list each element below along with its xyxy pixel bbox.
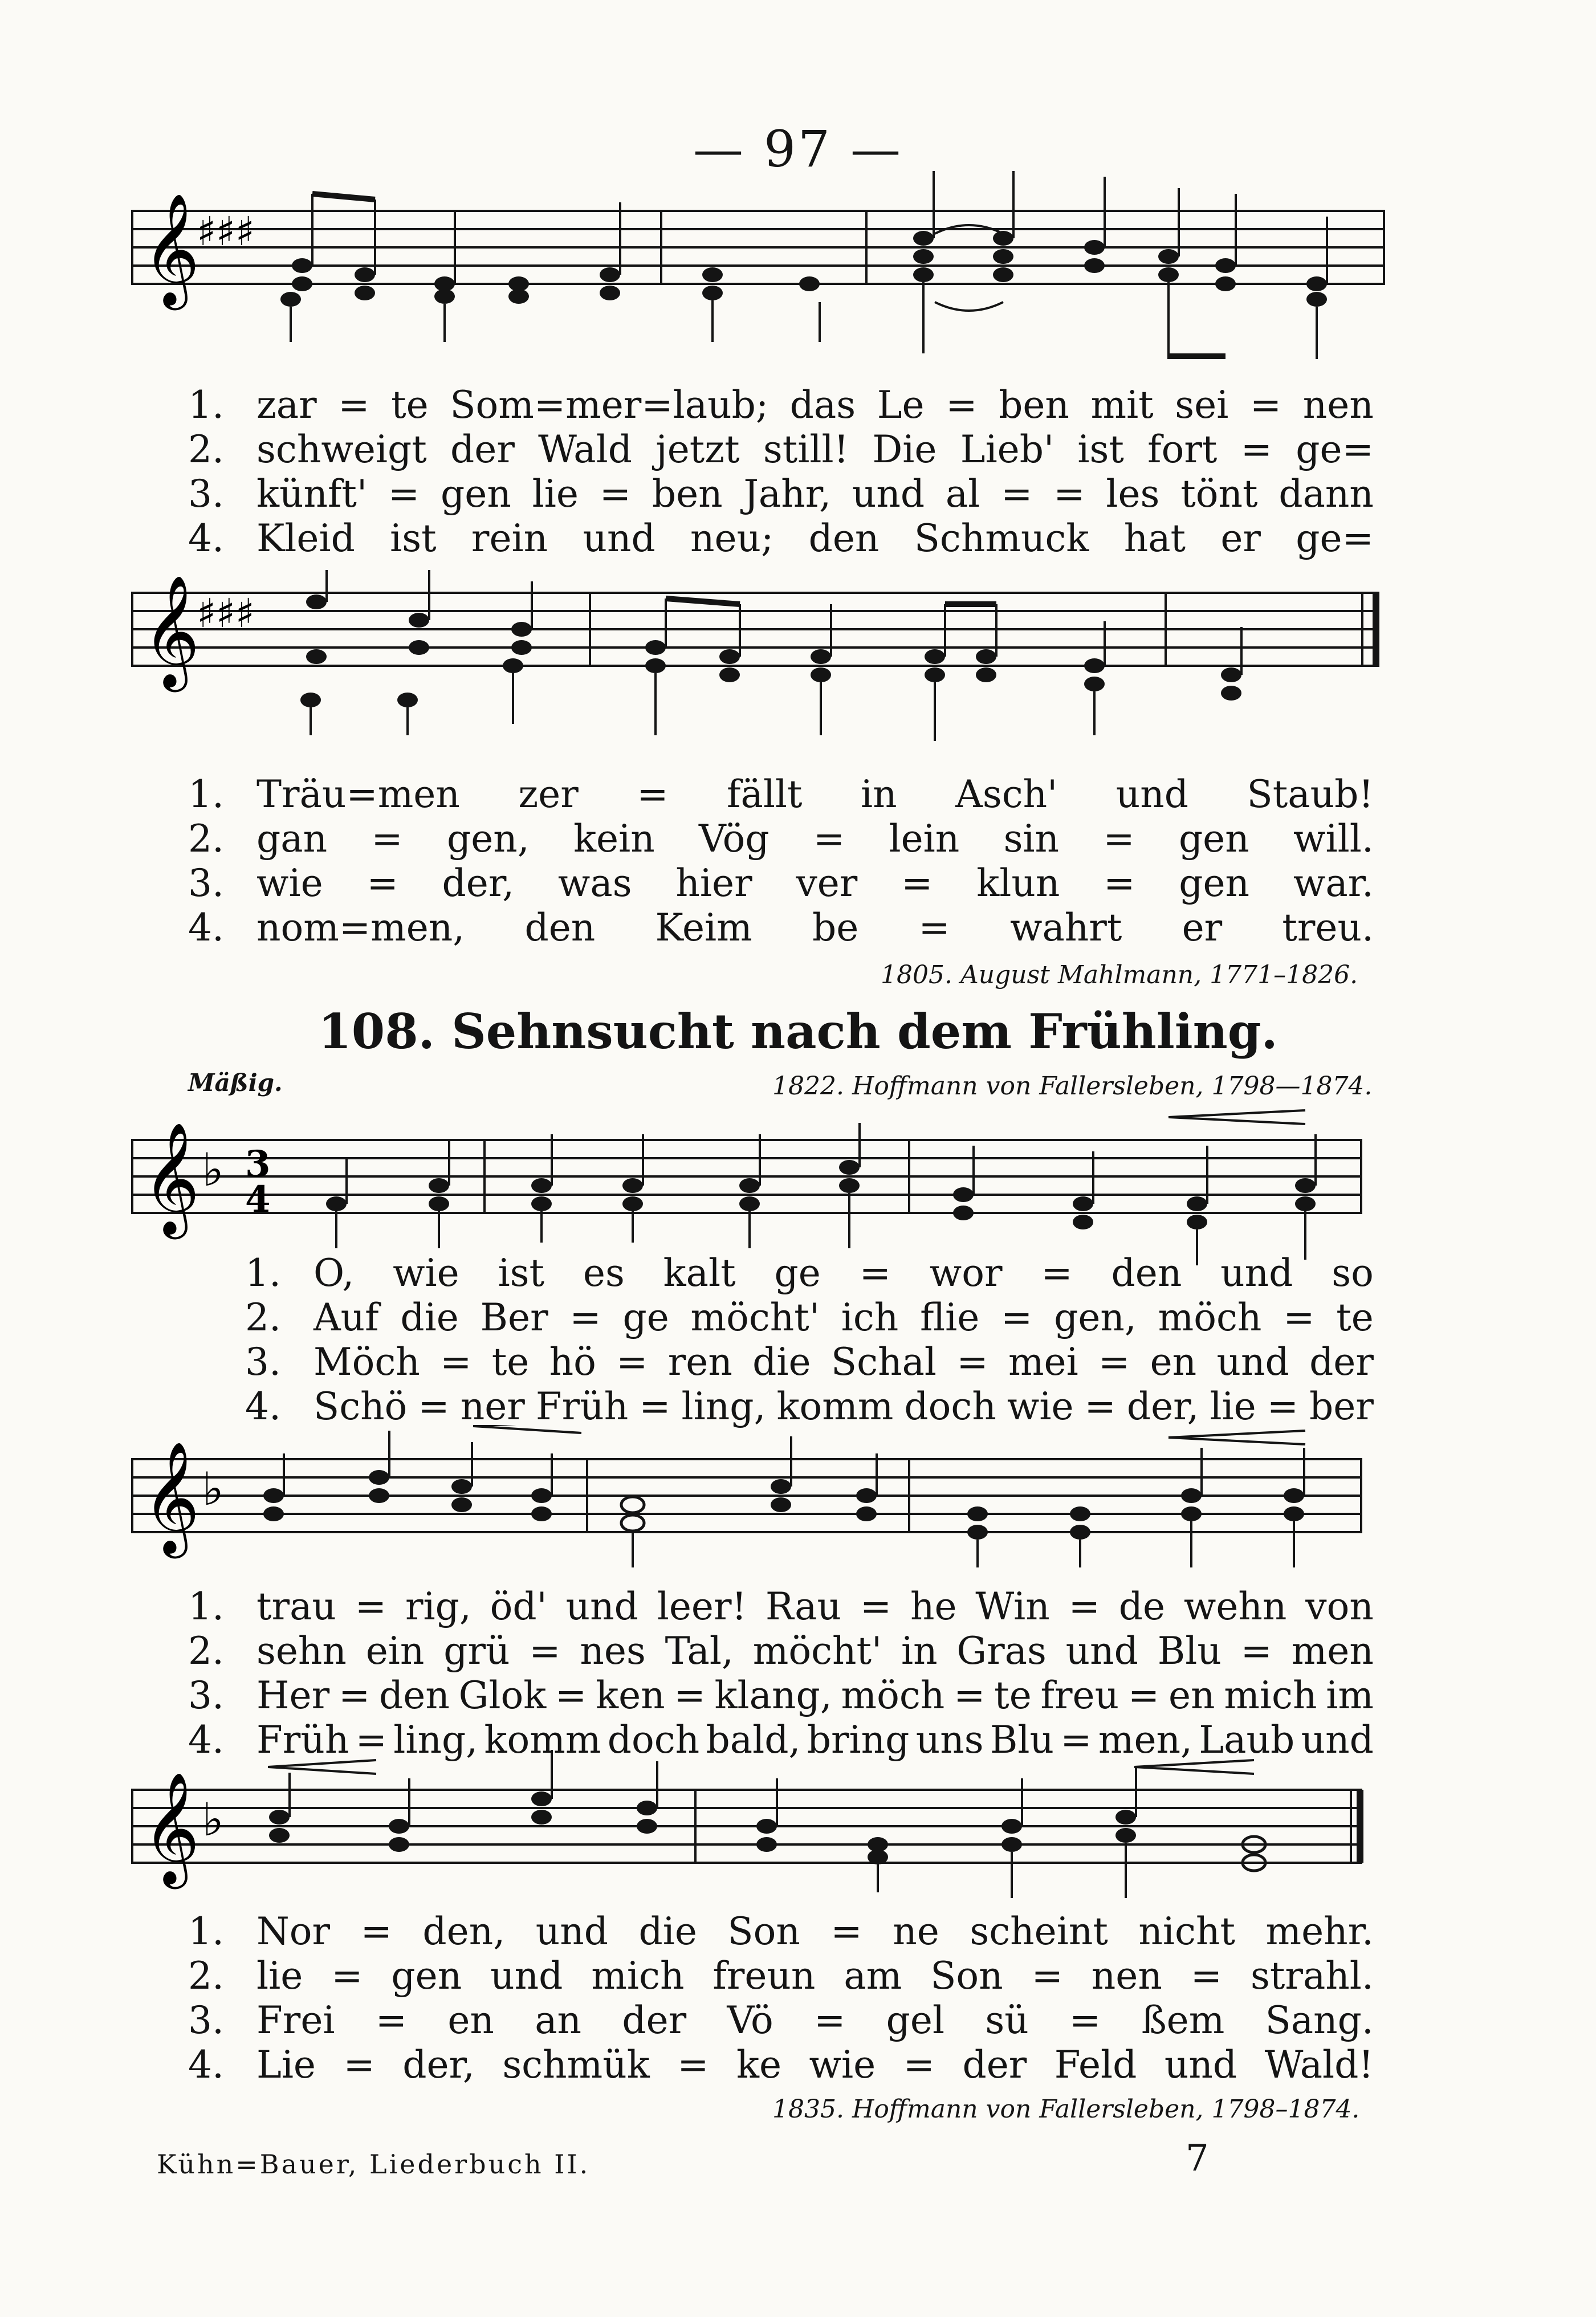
music-staff-4 [0,1425,1596,1596]
song107-credit: 1805. August Mahlmann, 1771–1826. [881,960,1358,989]
svg-text:𝄞: 𝄞 [142,1441,200,1554]
tempo-marking: Mäßig. [188,1069,283,1097]
verse-line-4: 4. nom=men, den Keim be = wahrt er treu. [188,906,1374,950]
song108-composer: 1822. Hoffmann von Fallersleben, 1798—1874. [772,1072,1373,1101]
svg-text:♯♯♯: ♯♯♯ [197,208,255,255]
verse-line-2: 2. sehn ein grü = nes Tal, möcht' in Gras und Blu = men [188,1629,1374,1673]
verse-line-3: 3. künft' = gen lie = ben Jahr, und al = = les tönt dann [188,472,1374,516]
verse-line-3: 3. Her = den Glok = ken = klang, möch = te freu = en mich im [188,1673,1374,1717]
song-title: 108. Sehnsucht nach dem Frühling. [318,1003,1278,1060]
book-signature: Kühn=Bauer, Liederbuch II. [157,2149,591,2180]
svg-text:3: 3 [245,1143,271,1186]
song108-verses-block3 [188,1909,1374,2087]
page-number: — 97 — [693,120,903,178]
svg-text:𝄞: 𝄞 [142,575,200,687]
verse-line-1: 1. O, wie ist es kalt ge = wor = den und so [245,1251,1374,1295]
verse-line-3: 3. wie = der, was hier ver = klun = gen war. [188,861,1374,905]
verse-line-4: 4. Kleid ist rein und neu; den Schmuck hat er ge= [188,516,1374,560]
svg-text:♭: ♭ [202,1793,224,1846]
verse-line-4: 4. Früh = ling, komm doch bald, bring uns Blu = men, Laub und [188,1718,1374,1762]
song108-verses-block1 [188,1251,1374,1429]
song107-verses-block1 [188,383,1374,561]
verse-line-1: 1. zar = te Som=mer=laub; das Le = ben mit sei = nen [188,383,1374,427]
svg-text:𝄞: 𝄞 [142,1772,200,1884]
music-staff-2 [0,570,1596,775]
verse-line-1: 1. Träu=men zer = fällt in Asch' und Staub! [188,772,1374,816]
verse-line-3: 3. Möch = te hö = ren die Schal = mei = en und der [245,1340,1374,1384]
music-staff-3 [0,1100,1596,1277]
verse-line-2: 2. lie = gen und mich freun am Son = nen = strahl. [188,1954,1374,1998]
verse-line-2: 2. Auf die Ber = ge möcht' ich flie = gen, möch = te [245,1296,1374,1339]
sheet-number: 7 [1186,2137,1209,2180]
svg-text:𝄞: 𝄞 [142,193,200,306]
verse-line-1: 1. Nor = den, und die Son = ne scheint nicht mehr. [188,1909,1374,1953]
verse-line-4: 4. Schö = ner Früh = ling, komm doch wie = der, lie = ber [245,1385,1374,1428]
svg-text:𝄞: 𝄞 [142,1122,200,1235]
music-staff-1 [0,171,1596,410]
svg-text:♭: ♭ [202,1143,224,1196]
song108-verses-block2 [188,1585,1374,1762]
song108-credit: 1835. Hoffmann von Fallersleben, 1798–1874. [772,2095,1360,2124]
verse-line-3: 3. Frei = en an der Vö = gel sü = ßem Sang. [188,1998,1374,2042]
svg-text:♯♯♯: ♯♯♯ [197,590,255,637]
svg-text:4: 4 [245,1178,271,1221]
music-staff-5 [0,1744,1596,1915]
song107-verses-block2 [188,772,1374,950]
verse-line-4: 4. Lie = der, schmük = ke wie = der Feld und Wald! [188,2043,1374,2087]
verse-line-2: 2. schweigt der Wald jetzt still! Die Lieb' ist fort = ge= [188,427,1374,471]
verse-line-2: 2. gan = gen, kein Vög = lein sin = gen will. [188,817,1374,861]
svg-text:♭: ♭ [202,1463,224,1516]
verse-line-1: 1. trau = rig, öd' und leer! Rau = he Win = de wehn von [188,1585,1374,1628]
